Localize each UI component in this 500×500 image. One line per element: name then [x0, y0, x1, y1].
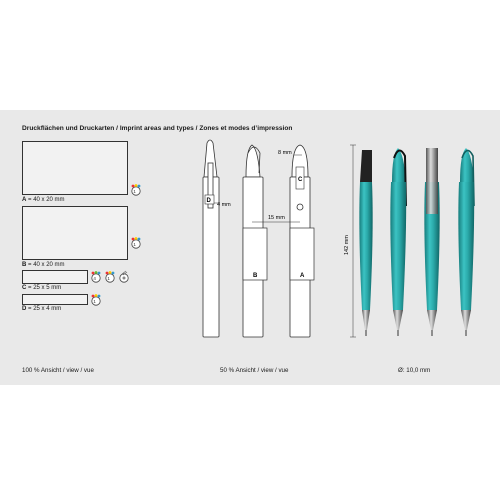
dim-142mm: 142 mm	[344, 235, 350, 255]
area-letter: C	[22, 285, 27, 291]
label-c: C	[298, 177, 303, 183]
imprint-area-d	[22, 294, 88, 305]
pen-render-front	[390, 148, 406, 336]
pen-render-tilted	[458, 148, 474, 336]
pen-color-renders	[352, 140, 482, 345]
laser-engraving-icon	[118, 270, 132, 284]
imprint-area-c	[22, 270, 88, 284]
area-letter: A	[22, 197, 27, 203]
imprint-area-d-label: D = 25 x 4 mm	[22, 306, 62, 312]
area-size: 25 x 4 mm	[33, 306, 62, 312]
imprint-area-a-label: A = 40 x 20 mm	[22, 197, 65, 203]
imprint-area-a	[22, 141, 128, 195]
area-size: 40 x 20 mm	[33, 262, 65, 268]
pad-print-icon	[90, 293, 104, 307]
svg-text:1: 1	[107, 276, 110, 281]
label-b: B	[253, 273, 258, 279]
area-letter: B	[22, 262, 27, 268]
svg-text:1: 1	[133, 189, 136, 194]
pen-render-side	[359, 150, 372, 336]
footer-right: Ø: 10,0 mm	[398, 367, 431, 374]
imprint-area-b	[22, 206, 128, 260]
pad-print-icon	[130, 236, 144, 250]
multicolor-print-icon	[90, 270, 104, 284]
imprint-area-b-label: B = 40 x 20 mm	[22, 262, 65, 268]
svg-text:4: 4	[93, 276, 96, 281]
footer-middle: 50 % Ansicht / view / vue	[220, 367, 289, 374]
label-d: D	[206, 198, 211, 204]
label-a: A	[300, 273, 305, 279]
dim-15mm: 15 mm	[268, 215, 285, 221]
pen-outline-diagram	[190, 135, 360, 350]
pad-print-icon	[104, 270, 118, 284]
dim-8mm: 8 mm	[278, 150, 292, 156]
pad-print-icon	[130, 183, 144, 197]
area-size: 40 x 20 mm	[33, 197, 65, 203]
page-title: Druckflächen und Druckarten / Imprint areas and types / Zones et modes d’impression	[22, 125, 293, 132]
svg-text:1: 1	[133, 242, 136, 247]
area-size: 25 x 5 mm	[33, 285, 62, 291]
footer-left: 100 % Ansicht / view / vue	[22, 367, 94, 374]
pen-outline-side	[203, 140, 219, 337]
dim-4mm: 4 mm	[217, 202, 231, 208]
imprint-area-c-label: C = 25 x 5 mm	[22, 285, 62, 291]
area-letter: D	[22, 306, 27, 312]
svg-text:1: 1	[93, 299, 96, 304]
pen-render-back	[424, 148, 439, 336]
